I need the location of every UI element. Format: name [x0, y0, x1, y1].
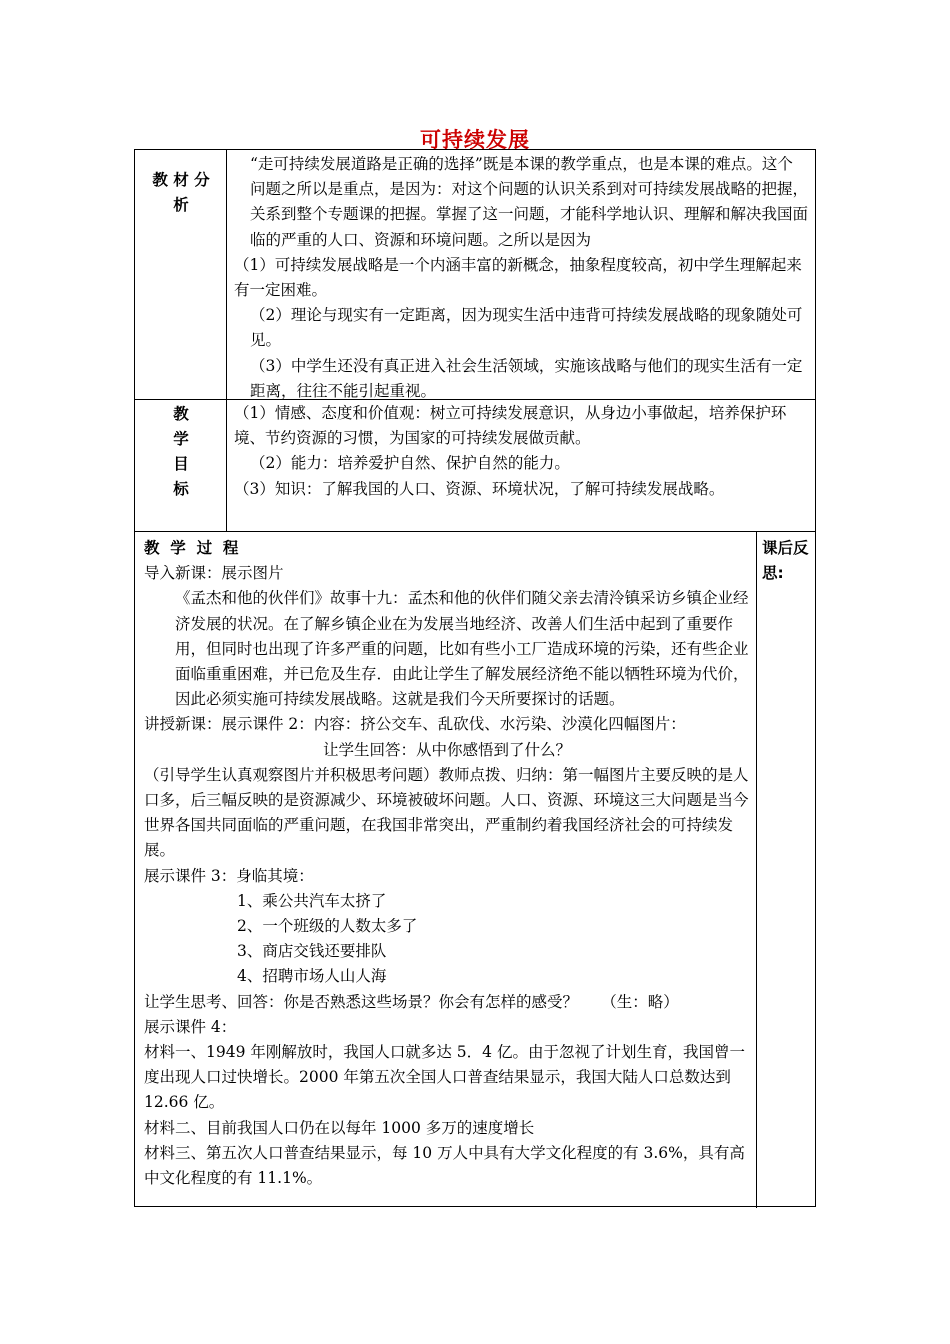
list-item: 3、商店交钱还要排队 — [237, 942, 387, 961]
reflection-label: 课后反思: — [762, 539, 809, 583]
objectives-label-char-3: 目 — [173, 455, 189, 473]
process-intro: 导入新课：展示图片 — [144, 564, 284, 583]
objective-knowledge: （3）知识：了解我国的人口、资源、环境状况，了解可持续发展战略。 — [234, 479, 725, 498]
row-divider-2 — [135, 531, 815, 532]
process-content — [144, 536, 750, 1191]
analysis-paragraph-4: （3）中学生还没有真正进入社会生活领域，实施该战略与他们的现实生活有一定距离，往往不能引起重视。 — [250, 356, 803, 400]
material-three: 材料三、第五次人口普查结果显示，每 10 万人中具有大学文化程度的有 3.6%，具有高中文化程度的有 11.1%。 — [144, 1143, 745, 1188]
lesson-plan-table — [134, 149, 816, 1207]
process-ppt4: 展示课件 4： — [144, 1017, 237, 1036]
objectives-label-char-1: 教 — [173, 405, 189, 423]
objective-emotion: （1）情感、态度和价值观：树立可持续发展意识，从身边小事做起，培养保护环境、节约资源的习惯，为国家的可持续发展做贡献。 — [234, 404, 787, 448]
section-label-objectives — [143, 402, 219, 502]
analysis-paragraph-3: （2）理论与现实有一定距离，因为现实生活中违背可持续发展战略的现象随处可见。 — [250, 306, 803, 350]
page-title: 可持续发展 — [420, 128, 530, 152]
process-heading: 教 学 过 程 — [144, 539, 239, 557]
column-divider-1 — [226, 150, 227, 531]
objective-ability: （2）能力：培养爱护自然、保护自然的能力。 — [250, 454, 570, 473]
list-item: 1、乘公共汽车太挤了 — [237, 891, 387, 910]
material-one: 材料一、1949 年刚解放时，我国人口就多达 5．4 亿。由于忽视了计划生育，我国曾一度出现人口过快增长。2000 年第五次全国人口普查结果显示，我国大陆人口总数达到 12.66 亿。 — [144, 1043, 745, 1112]
section-label-analysis: 教 材 分 析 — [152, 171, 210, 214]
objectives-label-char-2: 学 — [173, 430, 189, 448]
process-think: 让学生思考、回答：你是否熟悉这些场景？你会有怎样的感受？ （生：略） — [144, 992, 679, 1011]
analysis-paragraph-1: “走可持续发展道路是正确的选择”既是本课的教学重点，也是本课的难点。这个问题之所以是重点，是因为：对这个问题的认识关系到对可持续发展战略的把握，关系到整个专题课的把握。掌握了这一问题，才能科学地认识、理解和解决我国面临的严重的人口、资源和环境问题。之所以是因为 — [250, 155, 809, 249]
objectives-content — [234, 401, 808, 502]
analysis-content — [234, 152, 808, 404]
process-story: 《孟杰和他的伙伴们》故事十九：孟杰和他的伙伴们随父亲去清泠镇采访乡镇企业经济发展的状况。在了解乡镇企业在为发展当地经济、改善人们生活中起到了重要作用，但同时也出现了许多严重的问题，比如有些小工厂造成环境的污染，还有些企业面临重重困难，并已危及生存．由此让学生了解发展经济绝不能以牺牲环境为代价，因此必须实施可持续发展战略。这就是我们今天所要探讨的话题。 — [175, 589, 749, 709]
list-item: 2、一个班级的人数太多了 — [237, 917, 418, 936]
process-ppt3: 展示课件 3：身临其境： — [144, 866, 314, 885]
column-divider-2 — [756, 531, 757, 1208]
material-two: 材料二、目前我国人口仍在以每年 1000 多万的速度增长 — [144, 1118, 535, 1137]
process-question: 让学生回答：从中你感悟到了什么？ — [322, 740, 571, 759]
list-item: 4、招聘市场人山人海 — [237, 967, 387, 986]
objectives-label-char-4: 标 — [173, 480, 189, 498]
analysis-paragraph-2: （1）可持续发展战略是一个内涵丰富的新概念，抽象程度较高，初中学生理解起来有一定困难。 — [234, 255, 802, 300]
process-guide: （引导学生认真观察图片并积极思考问题）教师点拨、归纳：第一幅图片主要反映的是人口多，后三幅反映的是资源减少、环境被破坏问题。人口、资源、环境这三大问题是当今世界各国共同面临的严重问题，在我国非常突出，严重制约着我国经济社会的可持续发展。 — [144, 765, 749, 860]
process-lecture: 讲授新课：展示课件 2：内容：挤公交车、乱砍伐、水污染、沙漠化四幅图片： — [144, 715, 686, 734]
